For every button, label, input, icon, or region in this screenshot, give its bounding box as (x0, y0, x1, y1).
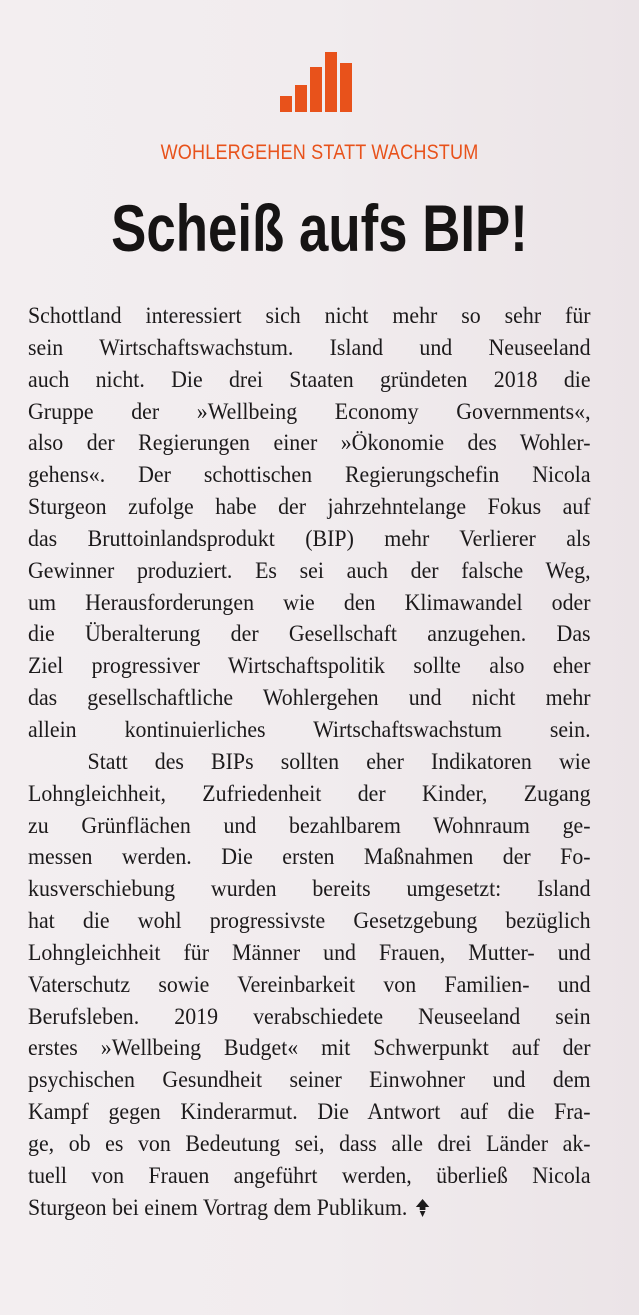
text-line: Vaterschutz sowie Vereinbarkeit von Familien- und (28, 971, 591, 997)
text-line: Kampf gegen Kinderarmut. Die Antwort auf die Fra- (28, 1099, 591, 1125)
text-line: Lohngleichheit für Männer und Frauen, Mutter- und (28, 939, 591, 965)
text-line: Gewinner produziert. Es sei auch der falsche Weg, (28, 557, 591, 583)
text-line: psychischen Gesundheit seiner Einwohner und dem (28, 1067, 591, 1093)
bar-chart-icon (280, 52, 352, 112)
text-line: gehens«. Der schottischen Regierungschefin Nicola (28, 462, 591, 488)
article-headline: Scheiß aufs BIP! (111, 191, 528, 265)
text-line: zu Grünflächen und bezahlbarem Wohnraum ge- (28, 812, 591, 838)
text-line-content: Sturgeon bei einem Vortrag dem Publikum. (28, 1194, 408, 1220)
text-line: kusverschiebung wurden bereits umgesetzt: Island (28, 876, 591, 902)
article-kicker: WOHLERGEHEN STATT WACHSTUM (160, 141, 479, 164)
text-line: Schottland interessiert sich nicht mehr so sehr für (28, 303, 591, 328)
text-line-last (28, 1192, 591, 1224)
end-of-article-icon (415, 1198, 430, 1218)
text-line: das gesellschaftliche Wohlergehen und nicht mehr (28, 685, 591, 711)
text-line: allein kontinuierliches Wirtschaftswachstum sein. (28, 716, 591, 742)
text-line: die Überalterung der Gesellschaft anzugehen. Das (28, 621, 591, 647)
text-line: das Bruttoinlandsprodukt (BIP) mehr Verlierer als (28, 525, 591, 551)
text-line: Statt des BIPs sollten eher Indikatoren wie (87, 748, 591, 774)
text-line: Berufsleben. 2019 verabschiedete Neuseeland sein (28, 1003, 591, 1029)
text-line: Lohngleichheit, Zufriedenheit der Kinder, Zugang (28, 780, 591, 806)
article-body (28, 300, 591, 1223)
paragraph-1 (28, 300, 591, 746)
paragraph-2 (28, 746, 591, 1224)
text-line: tuell von Frauen angeführt werden, überließ Nicola (28, 1162, 591, 1188)
text-line: Gruppe der »Wellbeing Economy Governments«, (28, 398, 591, 424)
text-line: also der Regierungen einer »Ökonomie des Wohler- (28, 430, 591, 456)
text-line: auch nicht. Die drei Staaten gründeten 2018 die (28, 366, 591, 392)
text-line: hat die wohl progressivste Gesetzgebung bezüglich (28, 908, 591, 934)
text-line: ge, ob es von Bedeutung sei, dass alle drei Länder ak- (28, 1130, 591, 1156)
text-line: sein Wirtschaftswachstum. Island und Neuseeland (28, 334, 591, 360)
text-line: um Herausforderungen wie den Klimawandel oder (28, 589, 591, 615)
text-line: Ziel progressiver Wirtschaftspolitik sollte also eher (28, 653, 591, 679)
text-line: erstes »Wellbeing Budget« mit Schwerpunkt auf der (28, 1035, 591, 1061)
text-line: messen werden. Die ersten Maßnahmen der Fo- (28, 844, 591, 870)
text-line: Sturgeon zufolge habe der jahrzehntelange Fokus auf (28, 494, 591, 520)
